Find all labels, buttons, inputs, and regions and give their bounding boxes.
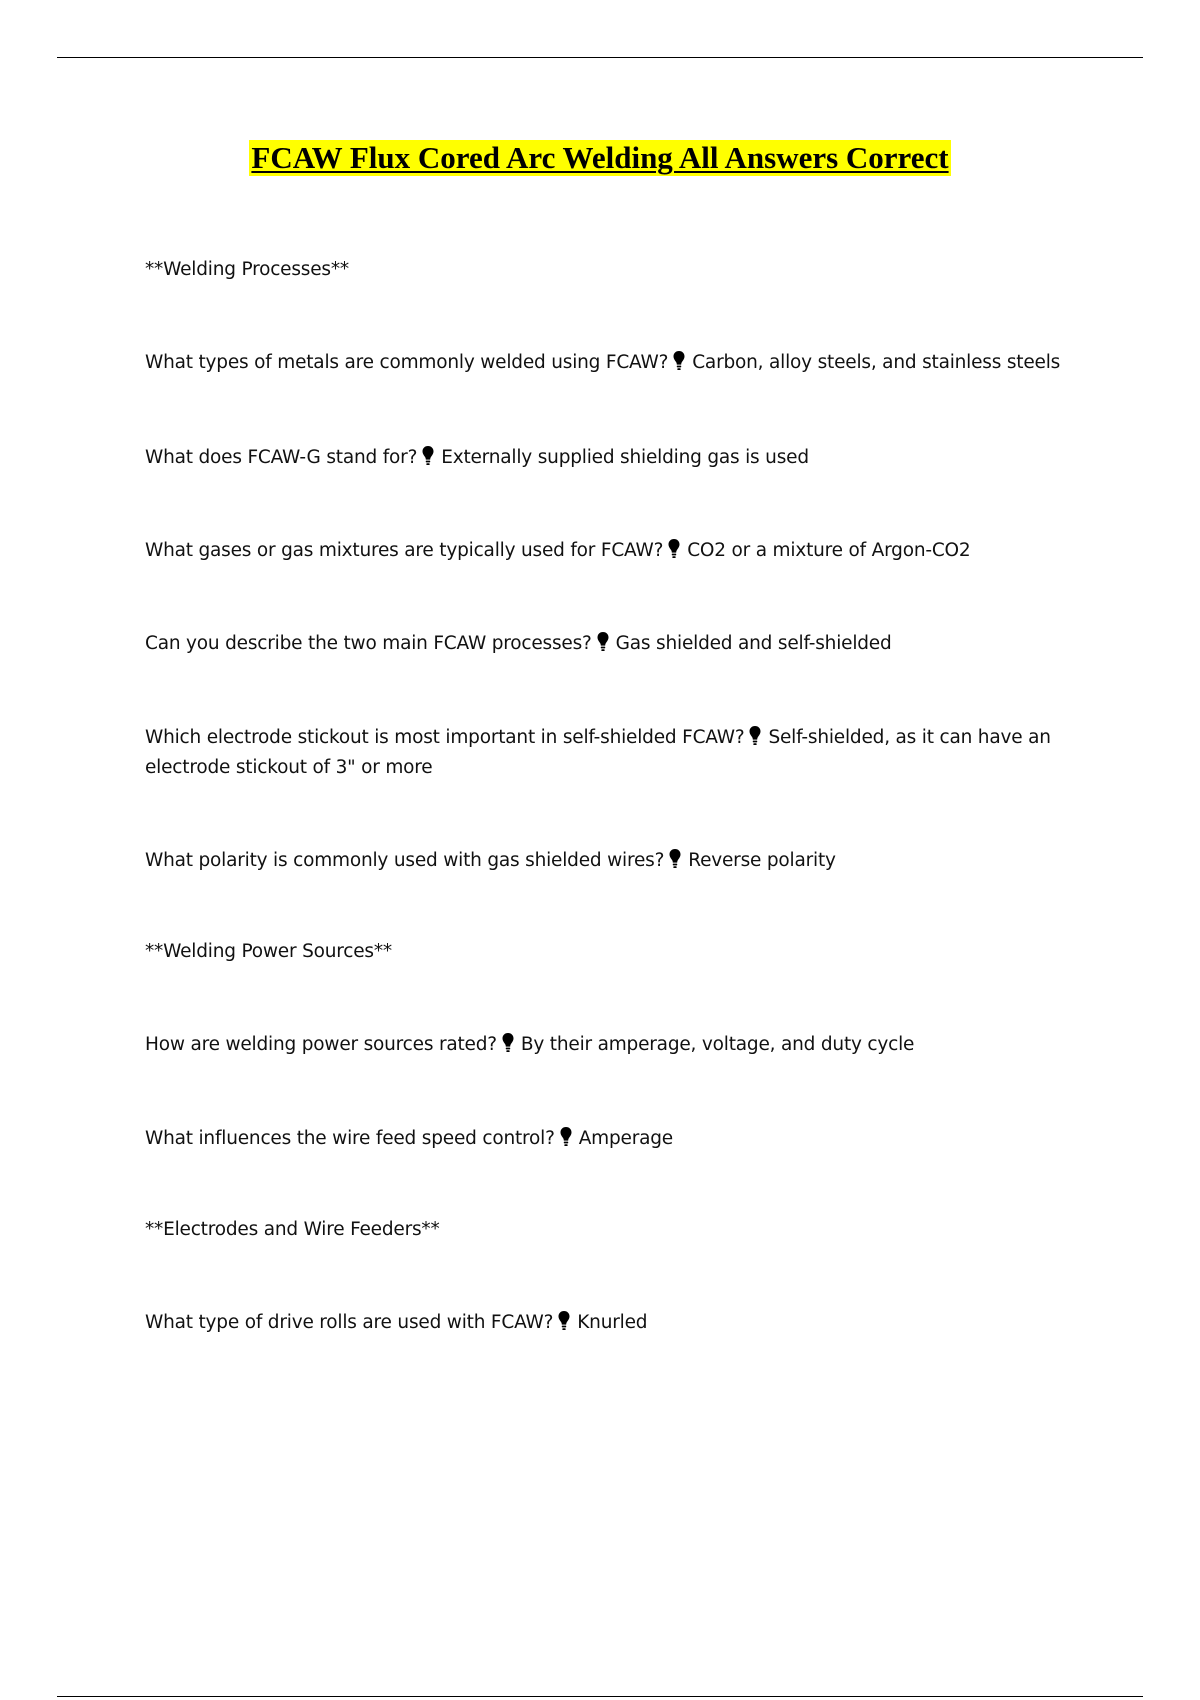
- lightbulb-icon: [673, 350, 685, 372]
- bottom-rule: [57, 1696, 1143, 1697]
- question-text: Which electrode stickout is most important in self-shielded FCAW?: [145, 727, 745, 748]
- lightbulb-icon: [749, 725, 761, 747]
- answer-text: CO2 or a mixture of Argon-CO2: [687, 540, 971, 561]
- question-text: What influences the wire feed speed control?: [145, 1128, 555, 1149]
- qa-item-7: [145, 1030, 1090, 1060]
- question-text: What type of drive rolls are used with FCAW?: [145, 1312, 554, 1333]
- lightbulb-icon: [422, 445, 434, 467]
- document-title: FCAW Flux Cored Arc Welding All Answers Correct: [251, 140, 949, 175]
- question-text: What gases or gas mixtures are typically used for FCAW?: [145, 540, 664, 561]
- question-text: What polarity is commonly used with gas shielded wires?: [145, 850, 665, 871]
- section-heading-welding-power-sources: **Welding Power Sources**: [145, 941, 392, 962]
- answer-text: Amperage: [578, 1128, 673, 1149]
- qa-item-8: [145, 1124, 1090, 1154]
- lightbulb-icon: [597, 631, 609, 653]
- section-heading-welding-processes: **Welding Processes**: [145, 259, 349, 280]
- question-text: How are welding power sources rated?: [145, 1034, 497, 1055]
- title-container: [0, 140, 1200, 176]
- answer-text: Self-shielded, as it can have an electrode stickout of 3" or more: [145, 727, 1051, 778]
- lightbulb-icon: [502, 1032, 514, 1054]
- qa-item-6: [145, 846, 1090, 876]
- answer-text: Carbon, alloy steels, and stainless steels: [692, 352, 1061, 373]
- answer-text: Knurled: [577, 1312, 648, 1333]
- top-rule: [57, 57, 1143, 58]
- question-text: Can you describe the two main FCAW processes?: [145, 633, 592, 654]
- answer-text: By their amperage, voltage, and duty cycle: [520, 1034, 915, 1055]
- lightbulb-icon: [669, 848, 681, 870]
- lightbulb-icon: [558, 1310, 570, 1332]
- answer-text: Gas shielded and self-shielded: [615, 633, 892, 654]
- qa-item-4: [145, 629, 1090, 659]
- qa-item-1: [145, 348, 1090, 378]
- section-heading-electrodes-and-wire-feeders: **Electrodes and Wire Feeders**: [145, 1219, 440, 1240]
- qa-item-5: [145, 723, 1090, 783]
- qa-item-3: [145, 536, 1090, 566]
- lightbulb-icon: [668, 538, 680, 560]
- question-text: What does FCAW-G stand for?: [145, 447, 418, 468]
- qa-item-2: [145, 443, 1090, 473]
- answer-text: Reverse polarity: [688, 850, 836, 871]
- qa-item-9: [145, 1308, 1090, 1338]
- answer-text: Externally supplied shielding gas is used: [441, 447, 809, 468]
- lightbulb-icon: [560, 1126, 572, 1148]
- question-text: What types of metals are commonly welded using FCAW?: [145, 352, 669, 373]
